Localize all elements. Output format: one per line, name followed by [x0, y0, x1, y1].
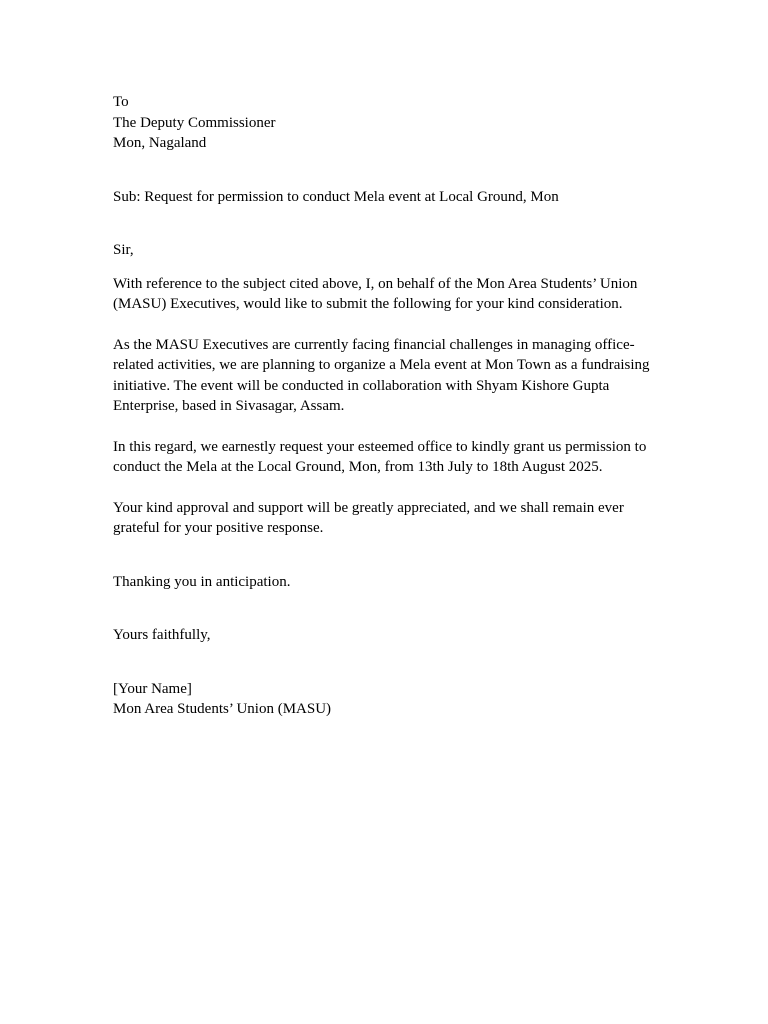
paragraph-line: related activities, we are planning to organize a Mela event at Mon Town as a fundraising	[113, 357, 650, 373]
body-paragraph-1	[113, 274, 673, 315]
salutation-text: Sir,	[113, 242, 134, 258]
subject-line	[113, 187, 673, 208]
body-paragraph-4	[113, 498, 673, 539]
salutation	[113, 240, 673, 261]
signature-block	[113, 679, 673, 720]
recipient-block	[113, 92, 673, 154]
signature-name: [Your Name]	[113, 680, 192, 697]
valediction-text: Yours faithfully,	[113, 627, 211, 643]
paragraph-line: initiative. The event will be conducted in collaboration with Shyam Kishore Gupta	[113, 377, 610, 394]
closing-line	[113, 572, 673, 593]
letter-body	[113, 92, 673, 720]
body-paragraph-3	[113, 437, 673, 478]
subject-text: Sub: Request for permission to conduct Mela event at Local Ground, Mon	[113, 188, 559, 205]
paragraph-line: As the MASU Executives are currently facing financial challenges in managing office-	[113, 336, 635, 353]
paragraph-line: In this regard, we earnestly request your esteemed office to kindly grant us permission to	[113, 438, 647, 455]
recipient-title: The Deputy Commissioner	[113, 114, 276, 131]
paragraph-line: grateful for your positive response.	[113, 520, 324, 536]
paragraph-line: Enterprise, based in Sivasagar, Assam.	[113, 398, 345, 414]
paragraph-line: With reference to the subject cited above, I, on behalf of the Mon Area Students’ Union	[113, 275, 638, 292]
signature-organization: Mon Area Students’ Union (MASU)	[113, 701, 332, 717]
paragraph-line: Your kind approval and support will be greatly appreciated, and we shall remain ever	[113, 499, 624, 516]
paragraph-line: (MASU) Executives, would like to submit the following for your kind consideration.	[113, 296, 623, 312]
recipient-location: Mon, Nagaland	[113, 135, 207, 151]
closing-text: Thanking you in anticipation.	[113, 573, 291, 590]
recipient-to: To	[113, 94, 129, 110]
paragraph-line: conduct the Mela at the Local Ground, Mon, from 13th July to 18th August 2025.	[113, 459, 603, 475]
valediction	[113, 625, 673, 646]
body-paragraph-2	[113, 335, 673, 417]
